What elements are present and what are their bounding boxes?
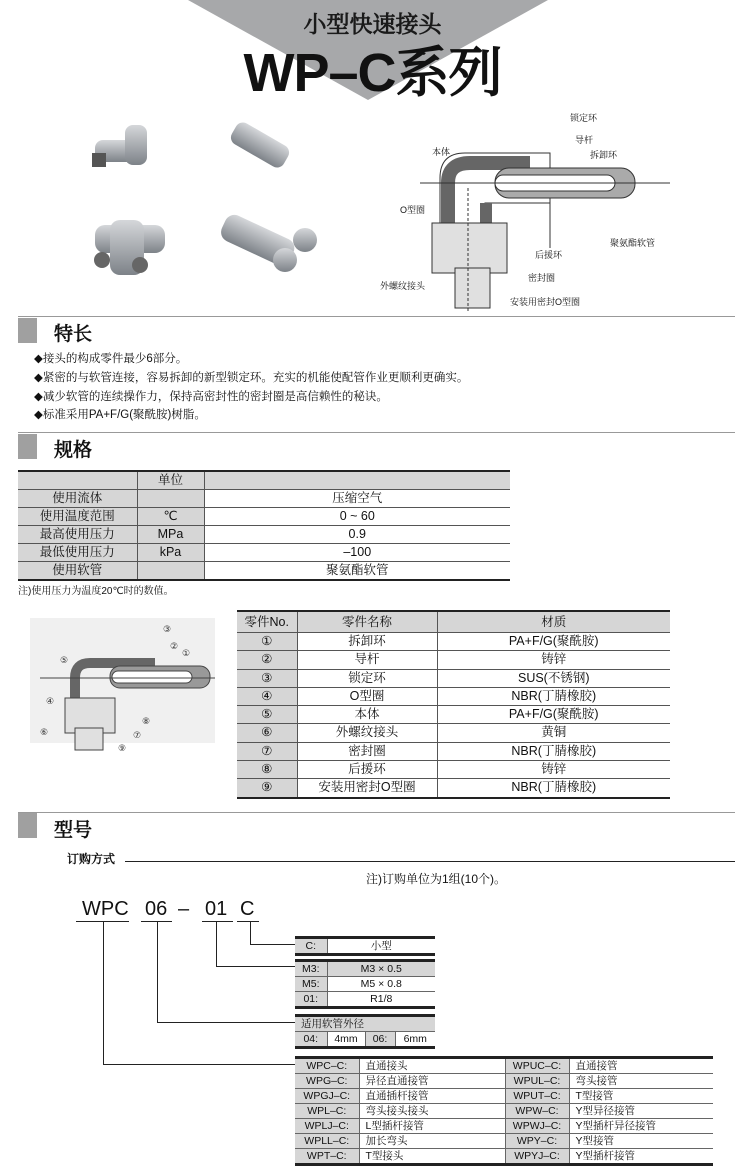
series-desc: Y型异径接管 <box>569 1104 713 1119</box>
tee-fitting-photo <box>94 220 165 275</box>
label-o-ring: O型圈 <box>400 205 426 215</box>
feature-item: ◆接头的构成零件最少6部分。 <box>34 353 188 365</box>
label-male-thread: 外螺纹接头 <box>380 281 426 291</box>
features-title: 特长 <box>54 324 93 345</box>
thread-table: M3: M3 × 0.5 M5: M5 × 0.8 01: R1/8 <box>295 959 435 1009</box>
product-title: WP–C系列 <box>243 43 502 103</box>
series-code: WPLJ–C: <box>295 1119 359 1134</box>
part-row: ⑤ 本体 PA+F/G(聚酰胺) <box>237 706 670 724</box>
code-type: C <box>240 898 255 920</box>
series-desc: 异径直通接管 <box>359 1074 505 1089</box>
code-dash: – <box>178 898 190 920</box>
feature-item: ◆标准采用PA+F/G(聚酰胺)树脂。 <box>34 409 206 421</box>
label-tube: 聚氨酯软管 <box>610 238 656 248</box>
section-divider <box>18 812 735 813</box>
spec-table <box>18 470 510 581</box>
label-release-ring: 拆卸环 <box>590 150 618 160</box>
spec-row: 最低使用压力 kPa –100 <box>18 544 510 562</box>
specs-title: 规格 <box>54 440 93 461</box>
product-subtitle: 小型快速接头 <box>303 11 442 37</box>
spec-row: 最高使用压力 MPa 0.9 <box>18 526 510 544</box>
code-series: WPC <box>82 898 129 920</box>
y-fitting-photo <box>218 212 317 272</box>
code-thread: 01 <box>205 898 228 920</box>
part-row: ⑧ 后援环 铸锌 <box>237 761 670 779</box>
series-code: WPW–C: <box>505 1104 569 1119</box>
series-desc: T型接头 <box>359 1149 505 1165</box>
series-code: WPWJ–C: <box>505 1119 569 1134</box>
series-desc: Y型接管 <box>569 1134 713 1149</box>
tube-table: 适用软管外径 04: 4mm 06: 6mm <box>295 1014 435 1049</box>
part-row: ⑨ 安装用密封O型圈 NBR(丁腈橡胶) <box>237 779 670 798</box>
series-desc: Y型插杆接管 <box>569 1149 713 1165</box>
series-code: WPUC–C: <box>505 1058 569 1074</box>
series-desc: 直通插杆接管 <box>359 1089 505 1104</box>
section-divider <box>18 316 735 317</box>
series-code: WPUT–C: <box>505 1089 569 1104</box>
series-row <box>295 1119 713 1134</box>
series-code: WPG–C: <box>295 1074 359 1089</box>
label-seal: 密封圈 <box>528 273 556 283</box>
series-desc: 直通接管 <box>569 1058 713 1074</box>
label-backup-ring: 后援环 <box>535 250 563 260</box>
order-note: 注)订购单位为1组(10个)。 <box>366 872 507 886</box>
section-marker <box>18 813 37 838</box>
part-row: ② 导杆 铸锌 <box>237 651 670 669</box>
elbow-fitting-photo <box>92 125 147 167</box>
parts-diagram <box>30 618 220 753</box>
series-row <box>295 1134 713 1149</box>
series-desc: 直通接头 <box>359 1058 505 1074</box>
label-guide: 导杆 <box>575 135 594 145</box>
part-row: ① 拆卸环 PA+F/G(聚酰胺) <box>237 633 670 651</box>
series-desc: 加长弯头 <box>359 1134 505 1149</box>
parts-table: 零件No. 零件名称 材质 ① 拆卸环 PA+F/G(聚酰胺) ② 导杆 铸锌 ③ 锁定环 SUS(不锈钢) ④ O型圈 NBR(丁腈橡胶) ⑤ 本体 PA+F/G(聚酰胺) ⑥ 外螺纹接头 黄铜 ⑦ 密封圈 NBR(丁腈橡胶) ⑧ 后援环 铸锌 ⑨ 安装用密封O型圈 NBR(丁腈橡胶) <box>237 610 670 799</box>
part-row: ④ O型圈 NBR(丁腈橡胶) <box>237 687 670 705</box>
series-row <box>295 1058 713 1074</box>
feature-item: ◆紧密的与软管连接，容易拆卸的新型锁定环。充实的机能使配管作业更顺利更确实。 <box>34 372 469 384</box>
label-body: 本体 <box>432 147 451 157</box>
section-marker <box>18 318 37 343</box>
series-code: WPY–C: <box>505 1134 569 1149</box>
callout-3: ③ <box>163 624 172 634</box>
series-desc: T型接管 <box>569 1089 713 1104</box>
series-row <box>295 1089 713 1104</box>
series-row <box>295 1104 713 1119</box>
callout-1: ① <box>182 648 191 658</box>
series-desc: L型插杆接管 <box>359 1119 505 1134</box>
callout-5: ⑤ <box>60 655 69 665</box>
type-table: C: 小型 <box>295 936 435 956</box>
series-row <box>295 1074 713 1089</box>
series-code: WPT–C: <box>295 1149 359 1165</box>
section-divider <box>18 432 735 433</box>
callout-7: ⑦ <box>133 730 142 740</box>
series-code: WPGJ–C: <box>295 1089 359 1104</box>
spec-row: 使用软管 聚氨酯软管 <box>18 562 510 581</box>
series-desc: 弯头接头接头 <box>359 1104 505 1119</box>
unit-header: 单位 <box>137 471 204 490</box>
order-rule <box>125 861 735 862</box>
straight-fitting-photo <box>228 120 292 171</box>
spec-row: 使用流体 压缩空气 <box>18 490 510 508</box>
series-row <box>295 1149 713 1165</box>
series-desc: Y型插杆异径接管 <box>569 1119 713 1134</box>
series-code: WPYJ–C: <box>505 1149 569 1165</box>
series-code: WPL–C: <box>295 1104 359 1119</box>
series-desc: 弯头接管 <box>569 1074 713 1089</box>
callout-4: ④ <box>46 696 55 706</box>
label-lock-ring: 锁定环 <box>570 113 598 123</box>
structure-diagram <box>380 108 680 313</box>
callout-8: ⑧ <box>142 716 151 726</box>
part-row: ⑥ 外螺纹接头 黄铜 <box>237 724 670 742</box>
code-tube: 06 <box>145 898 168 920</box>
feature-item: ◆减少软管的连续操作力，保持高密封性的密封圈是高信赖性的秘诀。 <box>34 391 388 403</box>
spec-note: 注)使用压力为温度20℃时的数值。 <box>18 586 174 597</box>
section-marker <box>18 434 37 459</box>
series-code: WPUL–C: <box>505 1074 569 1089</box>
series-table <box>295 1056 713 1166</box>
callout-9: ⑨ <box>118 743 127 753</box>
label-mount-o-ring: 安装用密封O型圈 <box>510 297 581 307</box>
part-row: ③ 锁定环 SUS(不锈钢) <box>237 669 670 687</box>
product-photos <box>80 115 320 305</box>
spec-row: 使用温度范围 ℃ 0 ~ 60 <box>18 508 510 526</box>
callout-6: ⑥ <box>40 727 49 737</box>
part-row: ⑦ 密封圈 NBR(丁腈橡胶) <box>237 742 670 760</box>
callout-2: ② <box>170 641 179 651</box>
order-label: 订购方式 <box>67 852 116 866</box>
series-code: WPC–C: <box>295 1058 359 1074</box>
series-code: WPLL–C: <box>295 1134 359 1149</box>
model-title: 型号 <box>54 820 93 841</box>
